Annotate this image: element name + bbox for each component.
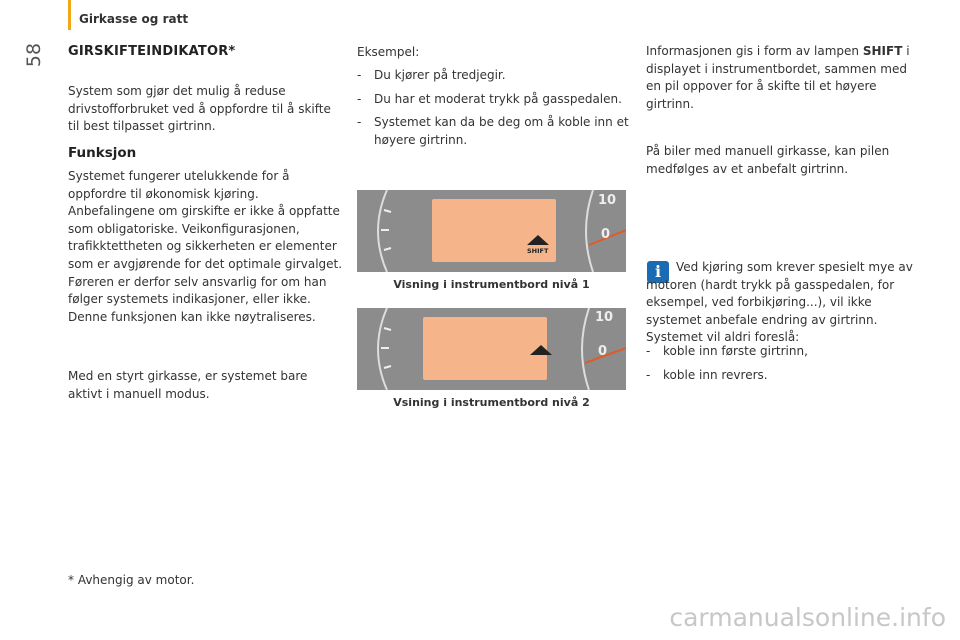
gauge-bottom-label: 0 xyxy=(601,227,611,242)
manual-gearbox-paragraph: På biler med manuell girkasse, kan pilen medfølges av et anbefalt girtrinn. xyxy=(646,144,890,176)
function-heading: Funksjon xyxy=(68,145,137,161)
gauge-top-label: 10 xyxy=(595,310,614,325)
watermark: carmanualsonline.info xyxy=(669,603,946,632)
list-item: - Du kjører på tredjegir. xyxy=(357,68,506,82)
info-icon: i xyxy=(647,261,669,283)
example-list xyxy=(357,67,629,155)
gauge-bottom-label: 0 xyxy=(598,344,608,359)
gauge-top-label: 10 xyxy=(598,193,617,208)
manual-mode-paragraph: Med en styrt girkasse, er systemet bare aktivt i manuell modus. xyxy=(68,369,308,401)
intro-paragraph: System som gjør det mulig å reduse drivstofforbruket ved å oppfordre til å skifte til best tilpasset girtrinn. xyxy=(68,84,331,134)
up-arrow-icon xyxy=(527,235,549,245)
page-number: 58 xyxy=(23,42,46,68)
list-item: - koble inn første girtrinn, xyxy=(646,344,808,358)
shift-label: SHIFT xyxy=(527,247,549,255)
up-arrow-icon xyxy=(530,345,552,355)
list-item: - Systemet kan da be deg om å koble inn et høyere girtrinn. xyxy=(357,115,629,147)
figure-caption-1: Visning i instrumentbord nivå 1 xyxy=(393,278,590,291)
info-list xyxy=(646,343,911,390)
instrument-panel-level-1 xyxy=(357,190,626,272)
info-paragraph: Ved kjøring som krever spesielt mye av motoren (hardt trykk på gasspedalen, for eksempel, ved forbikjøring...), vil ikke systemet anbefale endring av girtrinn. Systemet vil aldri foreslå: xyxy=(646,260,913,345)
shift-lamp-paragraph: Informasjonen gis i form av lampen SHIFT i displayet i instrumentbordet, sammen med en pil oppover for å skifte til et høyere girtrinn. xyxy=(646,44,910,111)
section-title: Girkasse og ratt xyxy=(79,12,189,26)
list-item: - Du har et moderat trykk på gasspedalen. xyxy=(357,91,622,106)
instrument-display xyxy=(423,317,547,380)
footnote: * Avhengig av motor. xyxy=(68,573,195,587)
function-paragraph: Systemet fungerer utelukkende for å oppfordre til økonomisk kjøring. Anbefalingene om girskifte er ikke å oppfatte som obligatoriske. Veikonfigurasjonen, trafikktettheten og sikkerheten er elementer som er avgjørende for det optimale girvalget. Føreren er derfor selv ansvarlig for om han følger systemets indikasjoner, eller ikke. Denne funksjonen kan ikke nøytraliseres. xyxy=(68,169,343,324)
example-label: Eksempel: xyxy=(357,45,420,59)
figure-caption-2: Vsining i instrumentbord nivå 2 xyxy=(393,396,590,409)
list-item: - koble inn revrers. xyxy=(646,367,768,382)
instrument-panel-level-2 xyxy=(357,308,626,390)
page-heading: GIRSKIFTEINDIKATOR* xyxy=(68,44,236,59)
section-accent-bar xyxy=(68,0,71,30)
